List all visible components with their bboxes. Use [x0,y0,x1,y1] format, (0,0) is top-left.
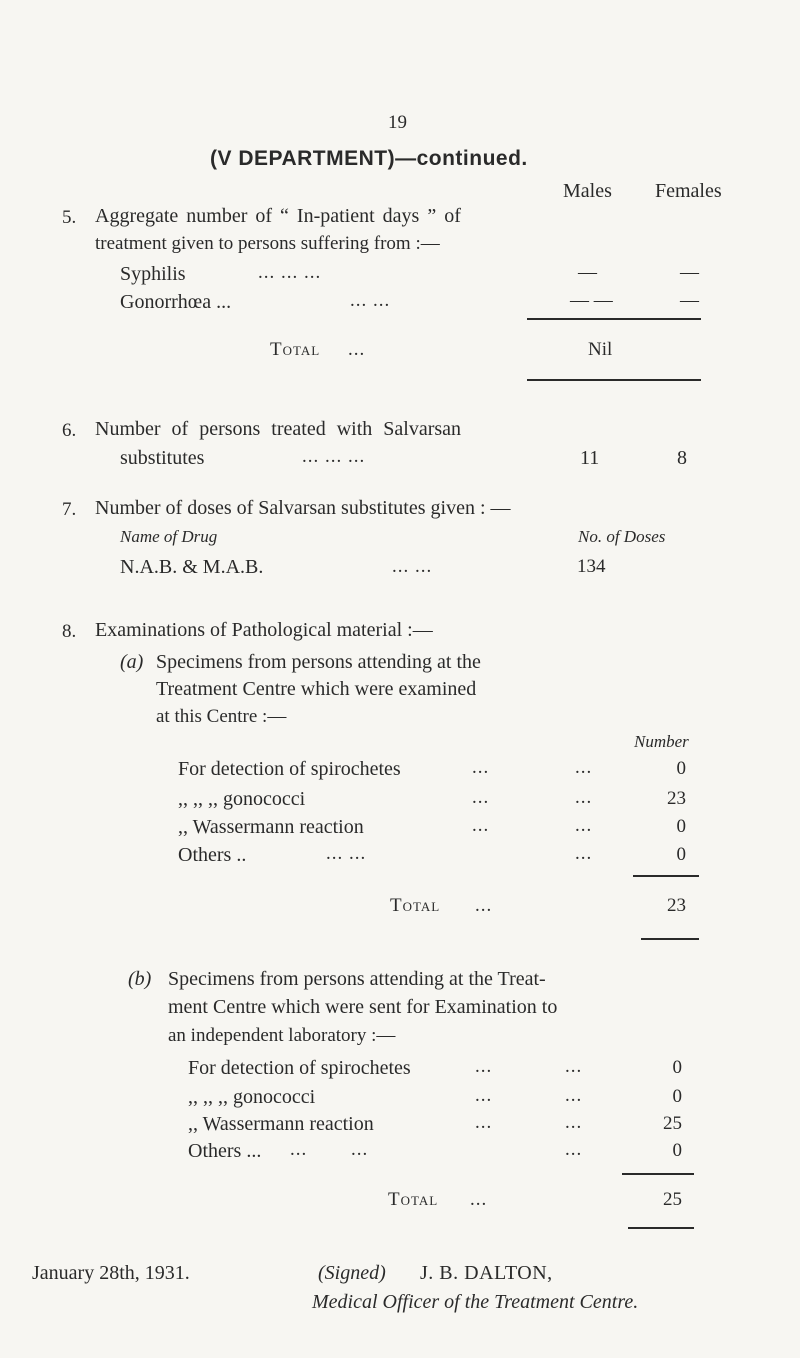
total-label: Total [390,895,441,916]
females-value: — [680,262,699,283]
leader-dots: ... [575,843,593,864]
total-label: Total [388,1189,439,1210]
subsection-text: Specimens from persons attending at the Treat- [168,968,546,990]
females-value: 8 [677,447,687,469]
leader-dots: ... [472,787,490,808]
count-value: 0 [672,1140,682,1161]
total-value: 25 [663,1189,682,1210]
males-value: 11 [580,447,600,469]
leader-dots: ... ... [326,843,367,864]
row-label: ,, Wassermann reaction [188,1113,374,1135]
divider [527,379,701,381]
row-label: For detection of spirochetes [188,1057,411,1079]
total-value: 23 [667,895,686,916]
section-text: Number of doses of Salvarsan substitutes given : — [95,497,511,519]
count-value: 25 [663,1113,682,1134]
subsection-text: an independent laboratory :— [168,1025,396,1046]
leader-dots: ... [472,815,490,836]
row-label: ,, ,, ,, gonococci [178,788,306,810]
section-number: 8. [62,621,77,642]
leader-dots: ... [565,1056,583,1077]
column-header-females: Females [655,180,722,202]
signatory-role: Medical Officer of the Treatment Centre. [312,1291,639,1313]
leader-dots: ... ... [290,1139,369,1160]
leader-dots: ... [475,1085,493,1106]
leader-dots: ... [470,1189,488,1210]
leader-dots: ... [348,339,366,360]
row-label: ,, ,, ,, gonococci [188,1086,316,1108]
section-text: treatment given to persons suffering from :— [95,233,440,254]
section-number: 6. [62,420,77,441]
leader-dots: ... [565,1112,583,1133]
footer-date: January 28th, 1931. [32,1262,190,1284]
section-number: 7. [62,499,77,520]
males-value: — [578,262,597,283]
row-label: ,, Wassermann reaction [178,816,364,838]
leader-dots: ... ... ... [302,446,366,467]
males-value: — — [570,290,613,311]
count-value: 0 [676,844,686,865]
row-label: Syphilis [120,263,186,285]
column-header-doses: No. of Doses [578,527,666,546]
subsection-text: at this Centre :— [156,706,287,727]
leader-dots: ... [475,895,493,916]
subsection-text: ment Centre which were sent for Examination to [168,996,558,1018]
subsection-marker: (a) [120,651,144,673]
total-value: Nil [588,339,613,360]
subsection-text: Specimens from persons attending at the [156,651,481,673]
drug-name: N.A.B. & M.A.B. [120,556,264,578]
section-text: Aggregate number of “ In-patient days ” of [95,205,461,227]
page-number: 19 [388,112,407,133]
section-text: substitutes [120,447,205,469]
leader-dots: ... [475,1112,493,1133]
subsection-text: Treatment Centre which were examined [156,678,477,700]
count-value: 0 [676,816,686,837]
signed-label: (Signed) [318,1262,386,1284]
divider [633,875,699,877]
count-value: 0 [672,1057,682,1078]
row-label: Others ... [188,1140,262,1162]
column-header-drug: Name of Drug [120,527,218,546]
leader-dots: ... [475,1056,493,1077]
signatory-name: J. B. DALTON, [420,1262,553,1284]
count-value: 0 [672,1086,682,1107]
leader-dots: ... [472,757,490,778]
row-label: Gonorrhœa ... [120,291,232,313]
divider [641,938,699,940]
column-header-males: Males [563,180,612,202]
divider [628,1227,694,1229]
section-text: Examinations of Pathological material :— [95,619,433,641]
divider [527,318,701,320]
leader-dots: ... ... ... [258,262,322,283]
section-number: 5. [62,207,77,228]
page-title: (V DEPARTMENT)—continued. [210,147,528,170]
leader-dots: ... ... [350,290,391,311]
leader-dots: ... [565,1085,583,1106]
column-header-number: Number [634,732,689,751]
row-label: Others .. [178,844,247,866]
leader-dots: ... ... [392,556,433,577]
leader-dots: ... [575,787,593,808]
section-text: Number of persons treated with Salvarsan [95,418,462,440]
doses-value: 134 [577,556,606,577]
leader-dots: ... [575,815,593,836]
leader-dots: ... [575,757,593,778]
count-value: 0 [676,758,686,779]
count-value: 23 [667,788,686,809]
total-label: Total [270,339,321,360]
subsection-marker: (b) [128,968,152,990]
females-value: — [680,290,699,311]
row-label: For detection of spirochetes [178,758,401,780]
divider [622,1173,694,1175]
leader-dots: ... [565,1139,583,1160]
